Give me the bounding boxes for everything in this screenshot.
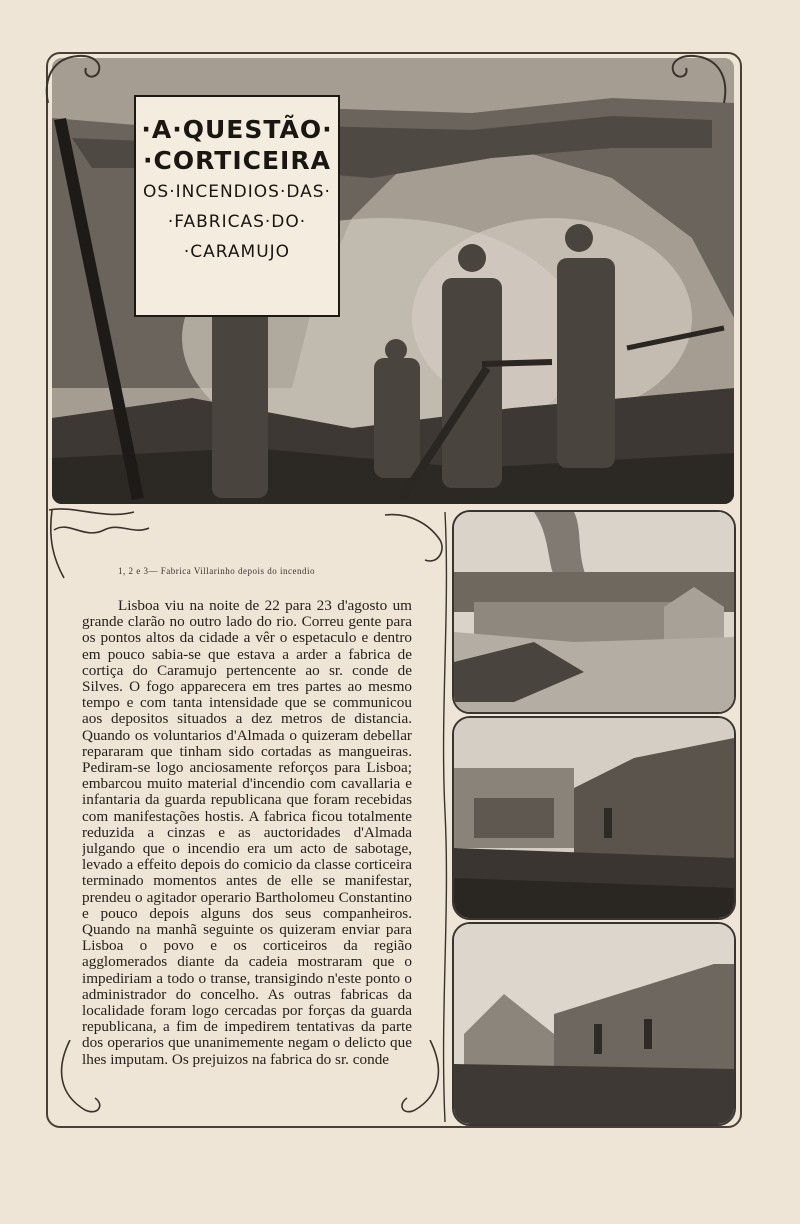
column-divider [440,512,450,1122]
photo-caption: 1, 2 e 3— Fabrica Villarinho depois do incendio [118,566,316,576]
article-body [82,598,412,1100]
photo-3-burnt-walls [452,922,736,1126]
title-line-5: ·CARAMUJO [183,242,291,262]
photo-1-ruins-smoke [452,510,736,714]
title-line-1: ·A·QUESTÃO· [141,115,333,144]
title-line-3: OS·INCENDIOS·DAS· [143,182,331,202]
article-paragraph: Lisboa viu na noite de 22 para 23 d'agosto um grande clarão no outro lado do rio. Correu gente para os pontos altos da cidade a vêr o espetaculo e dentro em pouco sabia-se que estava a arder a fabrica de cortiça do Caramujo pertencente ao sr. conde de Silves. O fogo apparecera em tres partes ao mesmo tempo e com tanta intensidade que se communicou aos depositos situados a dez metros de distancia. Quando os voluntarios d'Almada o quizeram debellar repararam que tinham sido cortadas as mangueiras. Pediram-se logo anciosamente reforços para Lisboa; embarcou muito material d'incendio com cavallaria e infantaria da guarda republicana que foram recebidas com manifestações hostis. A fabrica ficou totalmente reduzida a cinzas e as auctoridades d'Almada julgando que o incendio era um acto de sabotage, levado a effeito depois do comicio da classe corticeira terminado momentos antes de elle se manifestar, prendeu o agitador operario Bartholomeu Constantino e pouco depois alguns dos seus companheiros. Quando na manhã seguinte os quizeram enviar para Lisboa o povo e os corticeiros da região agglomerados diante da cadeia mostraram que o impediriam a todo o transe, transigindo n'este ponto o administrador do concelho. As outras fabricas da localidade foram logo cercadas por forças da guarda republicana, a fim de impedirem tentativas da parte dos operarios que unanimemente negam o delicto que lhes imputam. Os prejuizos na fabrica do sr. conde [82,598,412,1068]
photo-2-burnt-building [452,716,736,920]
title-box [134,95,340,317]
corner-ornament-icon [38,48,108,108]
corner-ornament-icon [664,48,734,108]
title-line-4: ·FABRICAS·DO· [167,212,307,232]
title-line-2: ·CORTICEIRA [143,146,331,175]
